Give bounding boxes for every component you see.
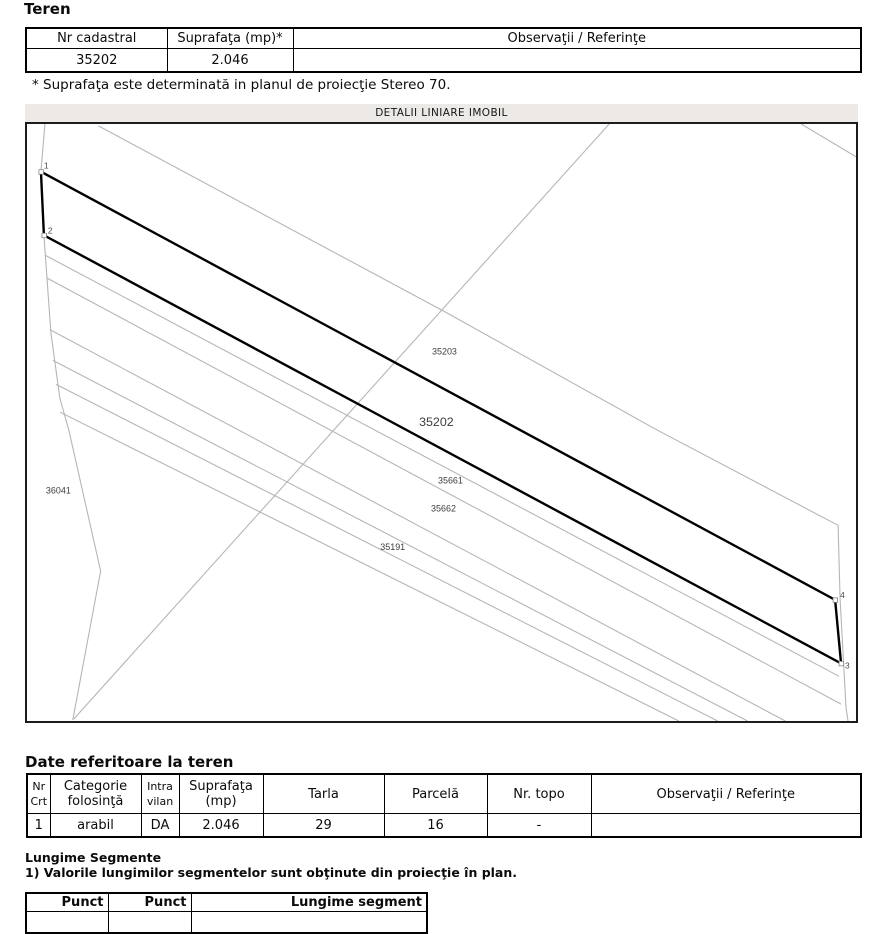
value-parcela: 16 <box>384 814 487 838</box>
col-parcela: Parcelă <box>384 774 487 814</box>
col-categorie-folosinta <box>50 774 141 814</box>
strip-line-3 <box>50 330 785 721</box>
teren-table-data-row <box>26 49 861 73</box>
strip-line-6 <box>60 412 679 721</box>
point-3-marker <box>839 661 843 665</box>
teren-table <box>25 27 862 73</box>
col-suprafata-line1: Suprafaţa <box>189 779 253 794</box>
date-teren-header-row <box>27 774 861 814</box>
parcel-label-35203: 35203 <box>432 346 457 357</box>
col-punct-end: Punct <box>108 893 191 912</box>
teren-col-suprafata: Suprafaţa (mp)* <box>167 28 293 49</box>
strip-line-5 <box>56 384 718 721</box>
upper-diagonal-boundary-line <box>99 126 848 721</box>
col-categorie-line2: folosinţă <box>67 794 124 809</box>
date-teren-table <box>26 773 862 838</box>
col-nr-crt <box>27 774 50 814</box>
col-nr-topo: Nr. topo <box>487 774 591 814</box>
date-teren-data-row <box>27 814 861 838</box>
col-suprafata-mp <box>179 774 263 814</box>
parcel-label-35662: 35662 <box>431 503 456 514</box>
segmente-clipped-row <box>26 912 427 934</box>
value-tarla: 29 <box>263 814 384 838</box>
col-observatii-referinte: Observaţii / Referinţe <box>591 774 861 814</box>
teren-section-title: Teren <box>24 0 71 18</box>
segmente-header-row <box>26 893 427 912</box>
teren-suprafata-value: 2.046 <box>167 49 293 73</box>
value-nr-topo: - <box>487 814 591 838</box>
col-suprafata-line2: (mp) <box>205 794 237 809</box>
left-boundary-line <box>41 124 101 720</box>
segmente-clipped-cell-3 <box>191 912 427 934</box>
col-intravilan <box>141 774 179 814</box>
parcel-label-35202: 35202 <box>419 414 454 429</box>
value-observatii <box>591 814 861 838</box>
col-intravilan-line2: vilan <box>146 795 174 808</box>
value-suprafata: 2.046 <box>179 814 263 838</box>
teren-col-observatii: Observaţii / Referinţe <box>293 28 861 49</box>
col-categorie-line1: Categorie <box>63 779 128 794</box>
lungime-segmente-table <box>25 892 428 934</box>
cadastral-plan-svg <box>27 124 856 721</box>
map-title: DETALII LINIARE IMOBIL <box>375 107 508 119</box>
point-4-label: 4 <box>840 589 845 600</box>
strip-line-1 <box>45 255 839 676</box>
point-2-marker <box>42 233 46 237</box>
steep-crossing-line <box>74 124 609 719</box>
cadastral-plan <box>25 122 858 723</box>
lungime-segmente-note: 1) Valorile lungimilor segmentelor sunt obţinute din proiecţie în plan. <box>25 865 518 880</box>
point-3-label: 3 <box>845 660 850 671</box>
col-punct-start: Punct <box>26 893 108 912</box>
lungime-segmente-heading: Lungime Segmente <box>25 850 162 865</box>
date-teren-heading: Date referitoare la teren <box>25 753 234 771</box>
map-title-bar <box>25 104 858 122</box>
strip-line-4 <box>53 360 748 721</box>
point-4-marker <box>833 598 837 602</box>
teren-nr-cadastral-value: 35202 <box>26 49 167 73</box>
col-intravilan-line1: Intra <box>147 780 173 793</box>
strip-line-2 <box>47 278 841 704</box>
point-1-marker <box>39 170 43 174</box>
value-nr-crt: 1 <box>27 814 50 838</box>
parcel-label-35661: 35661 <box>438 475 463 486</box>
parcel-label-35191: 35191 <box>380 542 406 553</box>
point-1-label: 1 <box>43 160 49 171</box>
value-categorie: arabil <box>50 814 141 838</box>
segmente-clipped-cell-2 <box>108 912 191 934</box>
parcel-label-36041: 36041 <box>45 485 71 496</box>
col-nr-crt-line2: Crt <box>30 795 48 808</box>
point-2-label: 2 <box>47 225 53 236</box>
parcel-number-labels <box>46 346 463 552</box>
teren-col-nr-cadastral: Nr cadastral <box>26 28 167 49</box>
top-right-corner-line <box>801 124 856 157</box>
col-nr-crt-line1: Nr <box>32 780 46 793</box>
teren-table-header-row <box>26 28 861 49</box>
col-lungime-segment: Lungime segment <box>191 893 427 912</box>
stereo70-footnote: * Suprafaţa este determinată in planul de proiecţie Stereo 70. <box>32 77 451 93</box>
segmente-clipped-cell-1 <box>26 912 108 934</box>
teren-observatii-value <box>293 49 861 73</box>
col-tarla: Tarla <box>263 774 384 814</box>
value-intravilan: DA <box>141 814 179 838</box>
